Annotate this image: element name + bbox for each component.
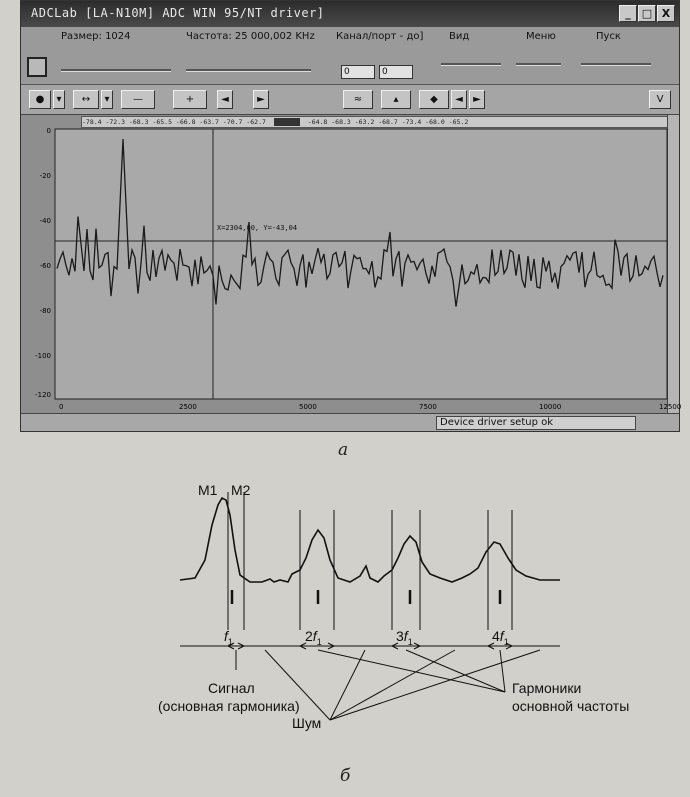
cross-tool-button[interactable]: + (173, 90, 207, 109)
volts-button[interactable]: V (649, 90, 671, 109)
y-tick-label: -120 (35, 391, 51, 399)
start-label: Пуск (596, 31, 621, 42)
filter-button[interactable]: ▴ (381, 90, 411, 109)
harmonic-2f1-label: $2f_1$ (305, 628, 322, 647)
spectrum-curve (180, 498, 560, 582)
view-control[interactable] (441, 63, 501, 66)
marker-m2-label: M2 (231, 482, 251, 498)
signal-label: Сигнал (208, 680, 255, 696)
status-bar (21, 413, 679, 431)
step-back-button[interactable]: ◄ (217, 90, 233, 109)
harmonics-sublabel: основной частоты (512, 698, 630, 714)
control-bar (21, 27, 679, 85)
value-readout-strip (81, 116, 671, 128)
caption-a: а (338, 440, 349, 460)
y-tick-label: -100 (35, 352, 51, 360)
y-tick-label: -60 (39, 262, 51, 270)
frequency-slider[interactable] (186, 69, 311, 72)
x-tick-label: 5000 (299, 403, 317, 411)
x-tick-label: 7500 (419, 403, 437, 411)
x-tick-label: 12500 (659, 403, 682, 411)
readout-left: -78.4 -72.3 -68.3 -65.5 -66.8 -63.7 -70.7 -62.7 (82, 118, 266, 126)
marker-button[interactable]: ◆ (419, 90, 449, 109)
spectrum-plot[interactable] (21, 127, 682, 414)
maximize-button[interactable]: □ (638, 5, 656, 22)
harmonics-label: Гармоники (512, 680, 582, 696)
scale-button[interactable]: ↔ (73, 90, 99, 109)
frequency-label: Частота: 25 000,002 KHz (186, 31, 315, 42)
harmonic-4f1-label: $4f_1$ (492, 628, 509, 647)
harmonics-diagram (0, 470, 690, 770)
size-slider[interactable] (61, 69, 171, 72)
marker-left-button[interactable]: ◄ (451, 90, 467, 109)
spectrum-button[interactable]: ≈ (343, 90, 373, 109)
x-tick-label: 10000 (539, 403, 562, 411)
caption-b: б (340, 766, 351, 786)
close-button[interactable]: X (657, 5, 675, 22)
size-label: Размер: 1024 (61, 31, 131, 42)
start-control[interactable] (581, 63, 651, 66)
mode-control[interactable] (516, 63, 561, 66)
line-tool-button[interactable]: — (121, 90, 155, 109)
cursor-readout: X=2304,00, Y=-43,04 (217, 224, 298, 232)
harmonic-3f1-label: $3f_1$ (396, 628, 413, 647)
y-tick-label: -40 (39, 217, 51, 225)
x-tick-label: 2500 (179, 403, 197, 411)
marker-right-button[interactable]: ► (469, 90, 485, 109)
view-label: Вид (449, 31, 470, 42)
y-tick-label: -20 (39, 172, 51, 180)
marker-m1-label: M1 (198, 482, 218, 498)
y-tick-label: -80 (39, 307, 51, 315)
record-button[interactable]: ● (29, 90, 51, 109)
signal-sublabel: (основная гармоника) (158, 698, 300, 714)
record-dropdown[interactable]: ▾ (53, 90, 65, 109)
adclab-window (20, 0, 680, 432)
noise-label: Шум (292, 715, 322, 731)
port-select[interactable]: 0 (379, 65, 413, 79)
harmonic-f1-label: $f_1$ (224, 628, 233, 647)
x-tick-label: 0 (59, 403, 64, 411)
title-bar[interactable] (21, 1, 679, 27)
y-tick-label: 0 (46, 127, 51, 135)
readout-right: -64.8 -68.3 -63.2 -68.7 -73.4 -68.0 -65.2 (307, 118, 469, 126)
scale-dropdown[interactable]: ▾ (101, 90, 113, 109)
channel-label: Канал/порт - до] (336, 31, 424, 42)
status-text: Device driver setup ok (436, 416, 636, 430)
app-icon[interactable] (27, 57, 47, 77)
readout-cursor-marker (274, 118, 300, 126)
channel-select[interactable]: 0 (341, 65, 375, 79)
step-forward-button[interactable]: ► (253, 90, 269, 109)
mode-label: Меню (526, 31, 556, 42)
toolbar (21, 85, 679, 115)
minimize-button[interactable]: _ (619, 5, 637, 22)
window-title: ADCLab [LA-N10M] ADC WIN 95/NT driver] (31, 6, 325, 20)
